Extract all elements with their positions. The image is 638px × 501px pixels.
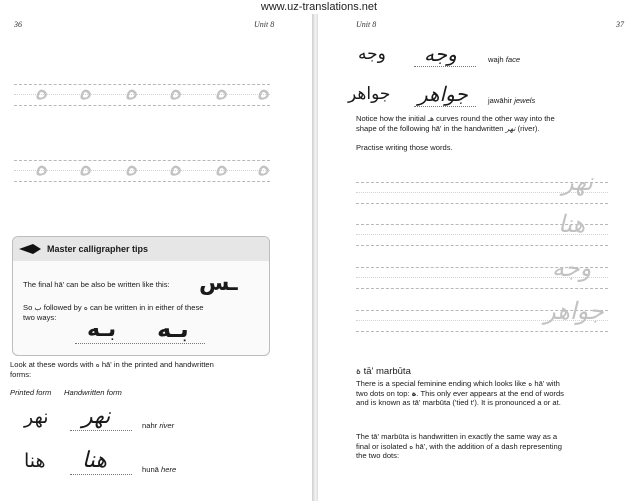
practice-glyph: ه [256, 152, 270, 182]
vocab2-translit: jawāhir [488, 96, 513, 105]
practice-glyph: ه [124, 76, 138, 106]
page-number-left: 36 [14, 20, 22, 29]
tip-baseline [75, 343, 205, 344]
calligrapher-tips-box [12, 236, 270, 356]
tip-line1: The final hā' can be also be written like this: [23, 280, 170, 289]
para2-line2 [356, 442, 632, 452]
para2-ha-glyph: ه [409, 441, 414, 451]
practice-word-3: وجه [552, 254, 592, 282]
practice-guide-row1 [14, 84, 270, 106]
notice-start: Notice how the initial [356, 114, 426, 123]
vocab1-printed: وجه [358, 44, 386, 64]
word2-translit: hunā [142, 465, 159, 474]
vocab1-gloss [488, 55, 520, 65]
page-number-right: 37 [616, 20, 624, 29]
para2-a: final or isolated [356, 441, 408, 451]
practice-glyph: ه [168, 76, 182, 106]
para1-line1 [356, 379, 632, 389]
notice-line1 [356, 114, 555, 124]
left-page [0, 14, 312, 501]
section-title: tā' marbūta [363, 366, 411, 377]
para1 [356, 379, 632, 408]
look-start: Look at these words with [10, 360, 94, 369]
notice-initial-ha: هـ [427, 114, 435, 123]
tip-so: So [23, 303, 33, 312]
para1-a: There is a special feminine ending which looks like [356, 379, 527, 388]
look-text-line2: forms: [10, 370, 32, 379]
para1-line3: and is known as tā' marbūta ('tied t'). It is pronounced a or at. [356, 398, 561, 408]
practice-glyph: ه [168, 152, 182, 182]
vocab2-handwritten: جواهر [418, 82, 468, 106]
para2 [356, 432, 632, 461]
practice-glyph: ه [214, 152, 228, 182]
tip-line2 [23, 303, 204, 313]
word2-handwritten: هنا [82, 448, 107, 473]
section-glyph: ة [356, 366, 361, 377]
section-heading-ta-marbuta [356, 366, 411, 377]
tip-way2: بـه [157, 315, 189, 343]
vocab1-meaning: face [505, 55, 521, 64]
tip-followed-by: followed by [43, 303, 82, 312]
para1-ta-glyph: ة [411, 388, 417, 398]
vocab2-printed: جواهر [348, 84, 391, 104]
practice-word-1: نهر [562, 168, 593, 196]
notice-river: (river). [517, 124, 540, 133]
para2-b: hā', with the addition of a dash representing [415, 441, 562, 451]
tip-final-ha-glyph: ـس [199, 271, 238, 296]
right-page [318, 14, 638, 501]
practice-word-2: هنا [558, 210, 586, 238]
practice-glyph: ه [34, 152, 48, 182]
practice-glyph: ه [124, 152, 138, 182]
practise-instruction: Practise writing those words. [356, 143, 453, 152]
practice-word-4: جواهر [544, 297, 604, 325]
word2-meaning: here [161, 465, 177, 474]
word1-gloss [142, 421, 174, 431]
tip-way1: بـه [87, 317, 117, 342]
tip-line2d: two ways: [23, 313, 57, 322]
look-end: hā' in the printed and handwritten [101, 360, 214, 369]
vocab2-meaning: jewels [514, 96, 536, 105]
notice-shape: shape of the following hā' in the handwritten [356, 124, 504, 133]
para1-ha-glyph: ه [528, 379, 533, 388]
unit-label-left: Unit 8 [254, 20, 275, 29]
practice-glyph: ه [78, 76, 92, 106]
vocab2-baseline [414, 106, 476, 107]
notice-end: curves round the other way into the [436, 114, 555, 123]
tips-header [13, 237, 269, 261]
word1-meaning: river [159, 421, 175, 430]
vocab1-baseline [414, 66, 476, 67]
practice-glyph: ه [214, 76, 228, 106]
word2-baseline [70, 474, 132, 475]
vocab1-translit: wajh [488, 55, 504, 64]
para2-line1: The tā' marbūta is handwritten in exactly the same way as a [356, 432, 558, 441]
vocab2-gloss [488, 96, 535, 106]
para1-c: two dots on top: [356, 388, 410, 398]
vocab1-handwritten: وجه [424, 42, 457, 66]
word1-translit: nahr [142, 421, 158, 430]
notice-line2 [356, 124, 540, 134]
para1-b: hā' with [534, 379, 560, 388]
para1-line2 [356, 389, 632, 399]
practice-guide-row2 [14, 160, 270, 182]
word1-printed: نهر [24, 406, 49, 428]
practice-glyph: ه [256, 76, 270, 106]
word1-baseline [70, 430, 132, 431]
pen-icon [19, 244, 41, 254]
tip-ba-glyph: ب [34, 303, 42, 312]
tip-can-be: can be written in in either of these [89, 303, 204, 312]
word1-handwritten: نهر [82, 404, 111, 429]
practice-glyph: ه [78, 152, 92, 182]
unit-label-right: Unit 8 [356, 20, 377, 29]
notice-nahr: نهر [505, 124, 516, 133]
tips-title: Master calligrapher tips [47, 244, 149, 254]
practice-glyph: ه [34, 76, 48, 106]
para2-line3: the two dots: [356, 451, 400, 461]
watermark: www.uz-translations.net [260, 1, 378, 13]
column-printed-form: Printed form [10, 388, 52, 397]
para1-d: . This only ever appears at the end of words [416, 388, 564, 398]
look-text-line1 [10, 360, 214, 370]
column-handwritten-form: Handwritten form [64, 388, 122, 397]
word2-printed: هنا [24, 450, 46, 472]
tip-ha-glyph: ه [83, 303, 88, 312]
word2-gloss [142, 465, 176, 475]
look-ha-glyph: ه [95, 360, 100, 369]
